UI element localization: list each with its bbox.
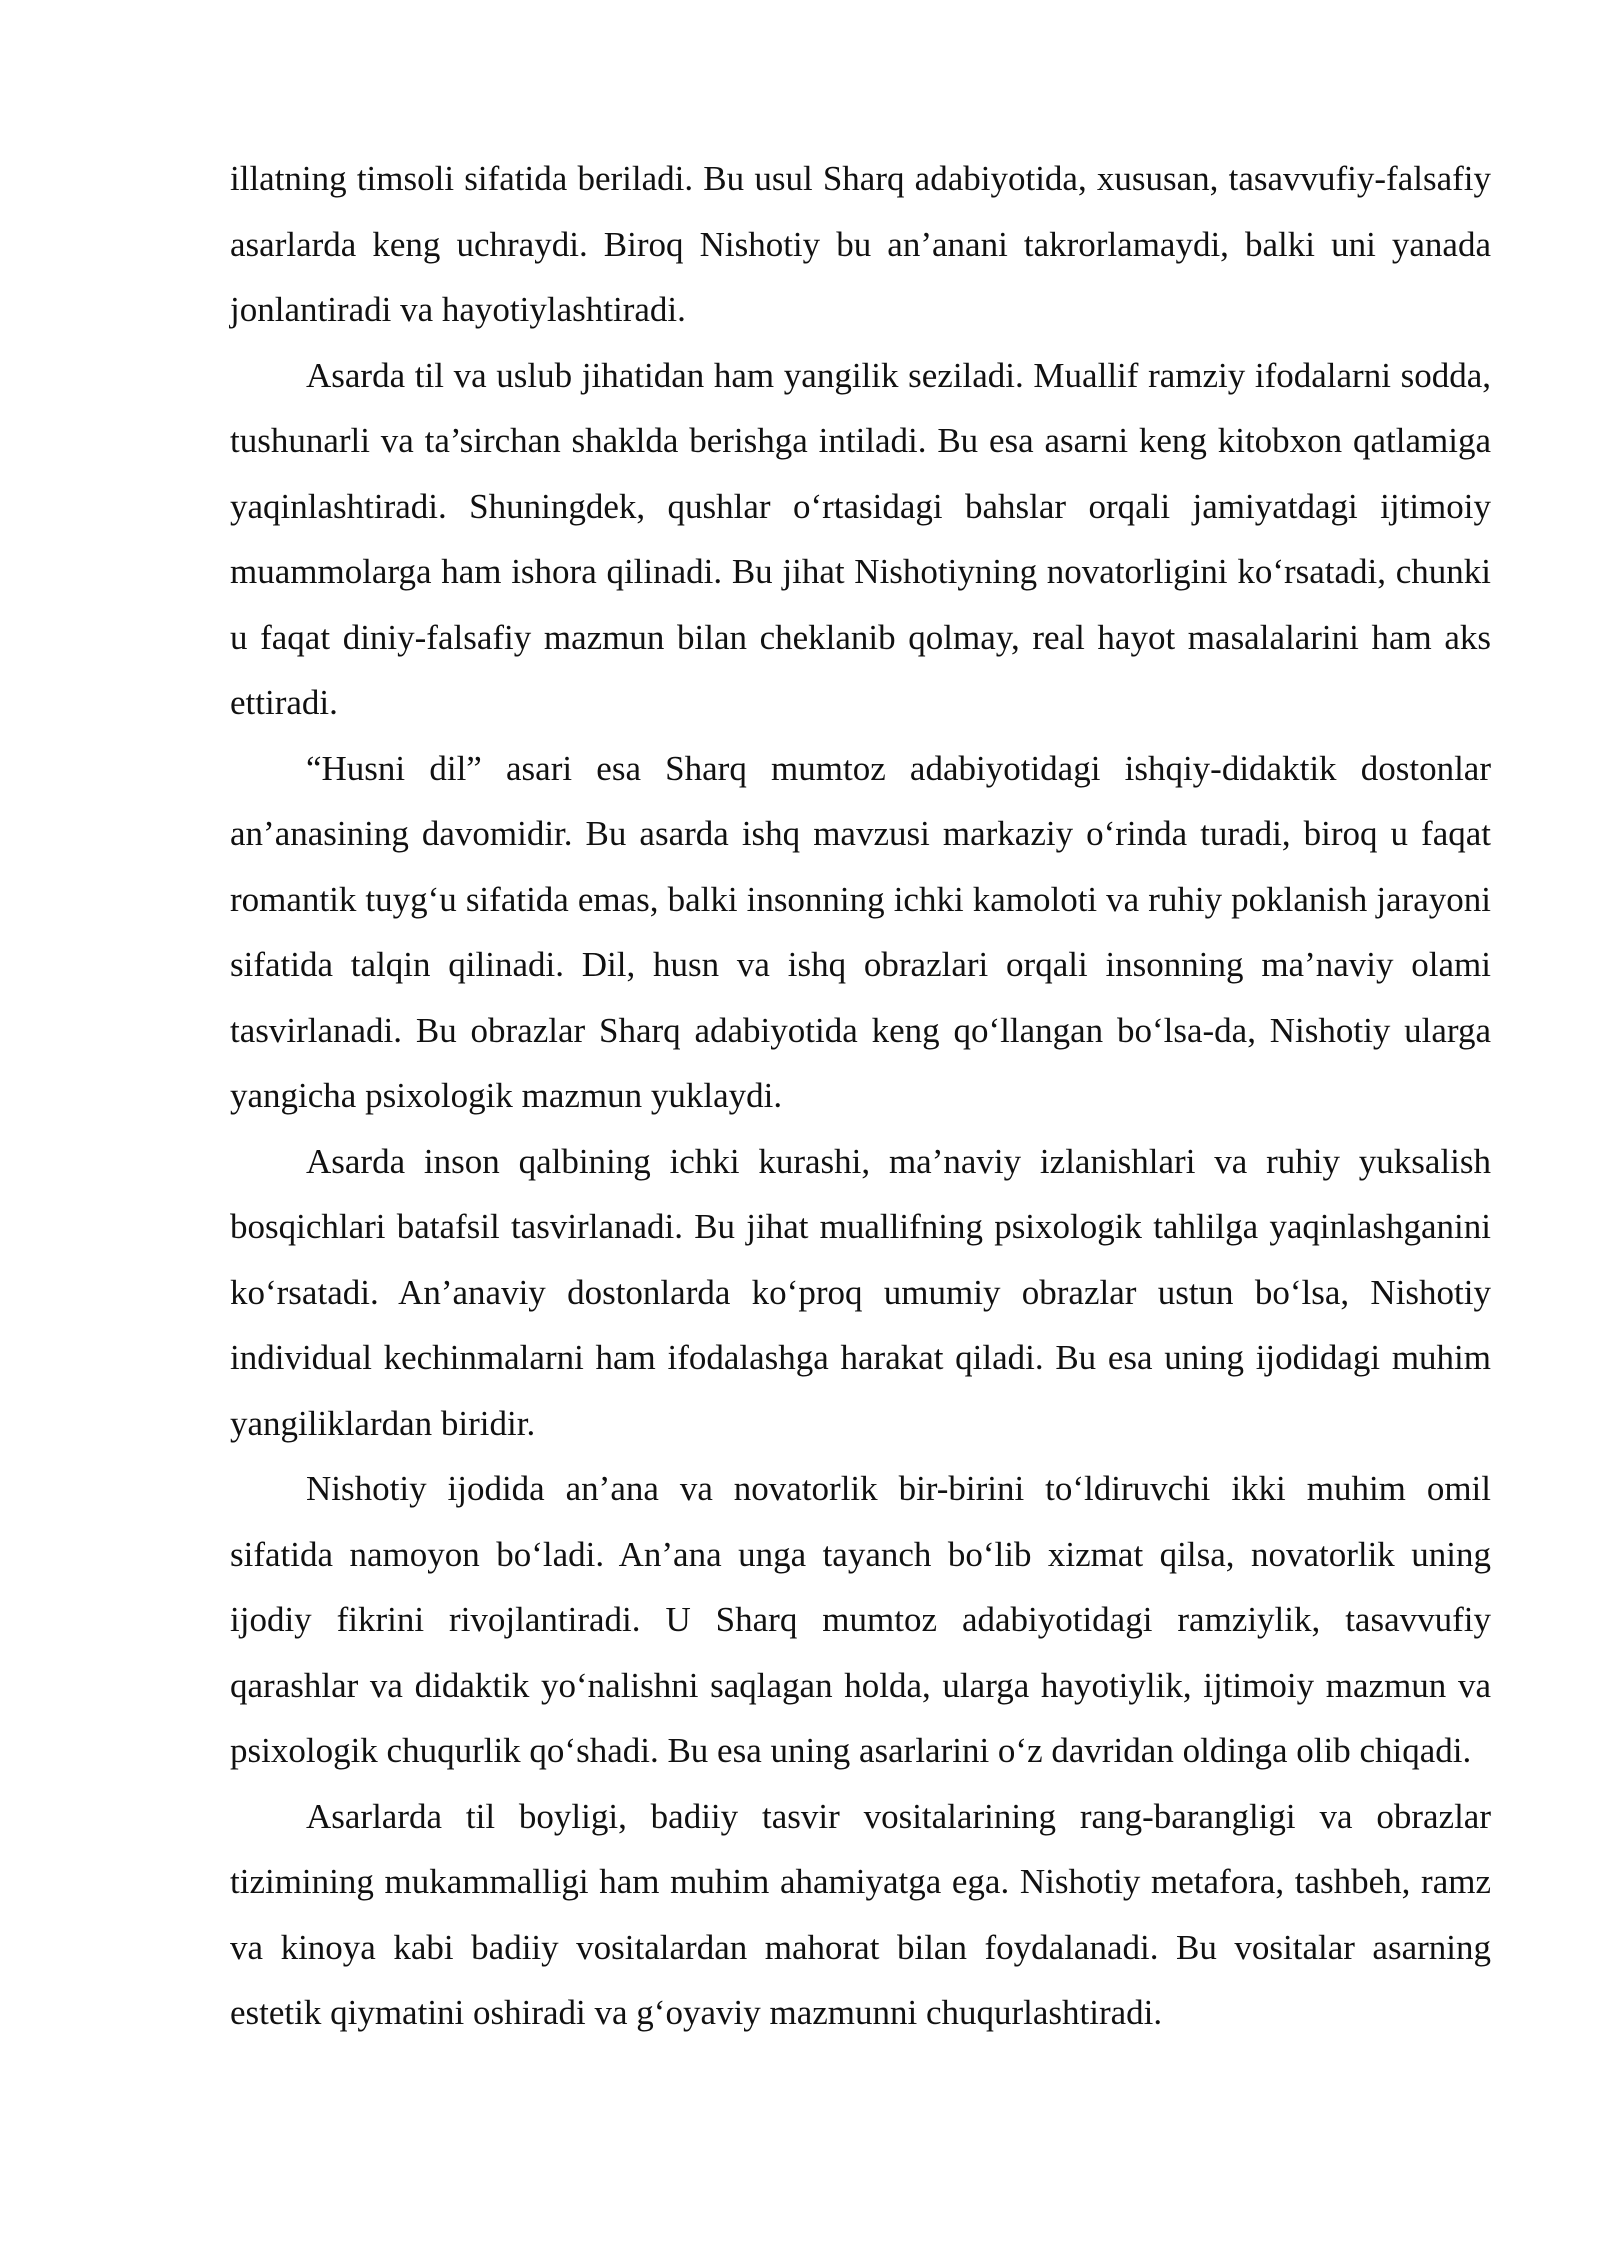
paragraph-1: illatning timsoli sifatida beriladi. Bu usul Sharq adabiyotida, xususan, tasavvufiy-falsafiy asarlarda keng uchraydi. Biroq Nishotiy bu an’anani takrorlamaydi, balki uni yanada jonlantiradi va hayotiylashtiradi. — [230, 159, 1491, 329]
paragraph-4: Asarda inson qalbining ichki kurashi, ma’naviy izlanishlari va ruhiy yuksalish bosqichlari batafsil tasvirlanadi. Bu jihat muallifning psixologik tahlilga yaqinlashganini ko‘rsatadi. An’anaviy dostonlarda ko‘proq umumiy obrazlar ustun bo‘lsa, Nishotiy individual kechinmalarni ham ifodalashga harakat qiladi. Bu esa uning ijodidagi muhim yangiliklardan biridir. — [230, 1141, 1491, 1443]
paragraph-5: Nishotiy ijodida an’ana va novatorlik bir-birini to‘ldiruvchi ikki muhim omil sifatida namoyon bo‘ladi. An’ana unga tayanch bo‘lib xizmat qilsa, novatorlik uning ijodiy fikrini rivojlantiradi. U Sharq mumtoz adabiyotidagi ramziylik, tasavvufiy qarashlar va didaktik yo‘nalishni saqlagan holda, ularga hayotiylik, ijtimoiy mazmun va psixologik chuqurlik qo‘shadi. Bu esa uning asarlarini o‘z davridan oldinga olib chiqadi. — [230, 1469, 1491, 1770]
paragraph-3: “Husni dil” asari esa Sharq mumtoz adabiyotidagi ishqiy-didaktik dostonlar an’anasining davomidir. Bu asarda ishq mavzusi markaziy o‘rinda turadi, biroq u faqat romantik tuyg‘u sifatida emas, balki insonning ichki kamoloti va ruhiy poklanish jarayoni sifatida talqin qilinadi. Dil, husn va ishq obrazlari orqali insonning ma’naviy olami tasvirlanadi. Bu obrazlar Sharq adabiyotida keng qo‘llangan bo‘lsa-da, Nishotiy ularga yangicha psixologik mazmun yuklaydi. — [230, 748, 1491, 1115]
paragraph-2: Asarda til va uslub jihatidan ham yangilik seziladi. Muallif ramziy ifodalarni sodda, tushunarli va ta’sirchan shaklda berishga intiladi. Bu esa asarni keng kitobxon qatlamiga yaqinlashtiradi. Shuningdek, qushlar o‘rtasidagi bahslar orqali jamiyatdagi ijtimoiy muammolarga ham ishora qilinadi. Bu jihat Nishotiyning novatorligini ko‘rsatadi, chunki u faqat diniy-falsafiy mazmun bilan cheklanib qolmay, real hayot masalalarini ham aks ettiradi. — [230, 355, 1491, 722]
paragraph-6: Asarlarda til boyligi, badiiy tasvir vositalarining rang-barangligi va obrazlar tizimining mukammalligi ham muhim ahamiyatga ega. Nishotiy metafora, tashbeh, ramz va kinoya kabi badiiy vositalardan mahorat bilan foydalanadi. Bu vositalar asarning estetik qiymatini oshiradi va g‘oyaviy mazmunni chuqurlashtiradi. — [230, 1796, 1491, 2032]
document-page — [230, 146, 1491, 2046]
